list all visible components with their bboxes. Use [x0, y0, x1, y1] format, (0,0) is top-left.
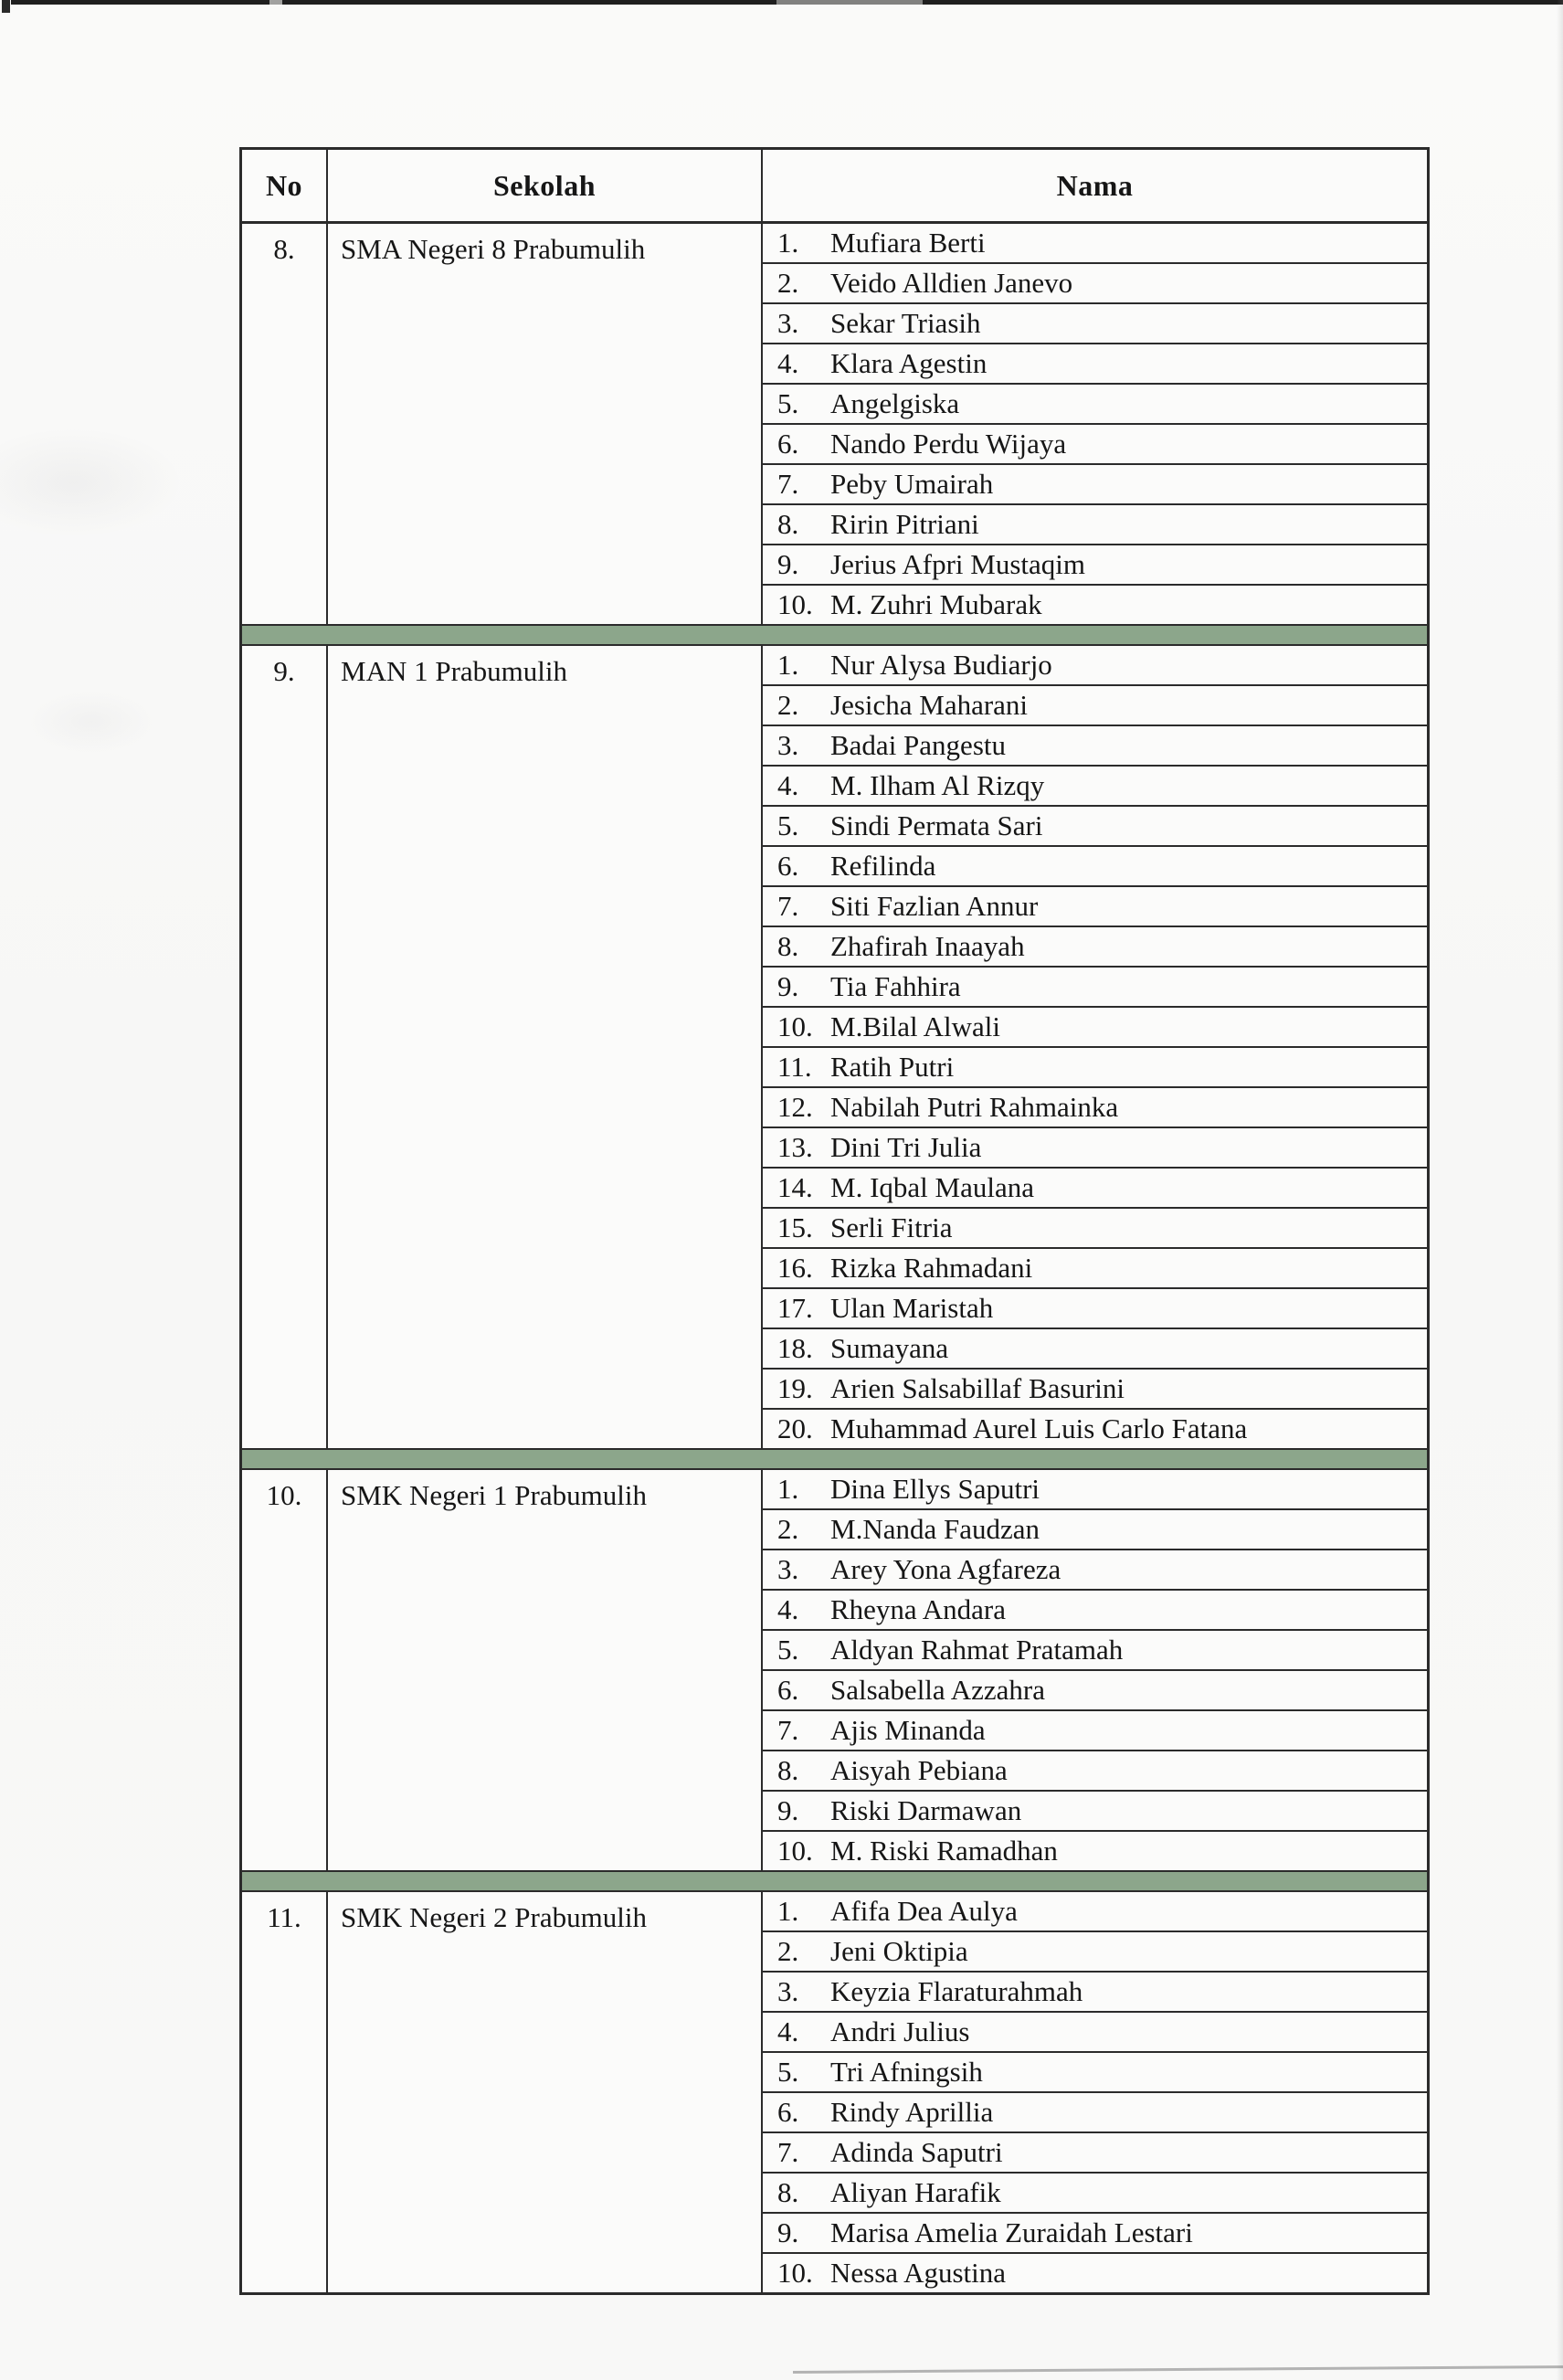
- section-separator-band: [242, 624, 1427, 646]
- name-text: Aisyah Pebiana: [830, 1754, 1008, 1786]
- name-text: M. Iqbal Maulana: [830, 1171, 1034, 1203]
- name-row: [763, 1830, 1427, 1870]
- name-text: Mufiara Berti: [830, 227, 986, 259]
- name-row: [763, 1629, 1427, 1669]
- name-text: Ulan Maristah: [830, 1292, 994, 1324]
- name-row: [763, 584, 1427, 624]
- name-row: [763, 1709, 1427, 1750]
- name-text: M.Bilal Alwali: [830, 1010, 1000, 1042]
- name-row: [763, 2091, 1427, 2131]
- name-number: 6.: [777, 1674, 799, 1706]
- name-row: [763, 1470, 1427, 1508]
- section-names-cell: [763, 1892, 1427, 2292]
- name-row: [763, 2252, 1427, 2292]
- header-cell-no: No: [242, 150, 328, 221]
- name-row: [763, 503, 1427, 544]
- name-text: Ratih Putri: [830, 1051, 955, 1083]
- name-text: Nando Perdu Wijaya: [830, 428, 1067, 460]
- name-number: 2.: [777, 1935, 799, 1967]
- section-names-cell: [763, 646, 1427, 1448]
- name-row: [763, 1167, 1427, 1207]
- section-names-cell: [763, 1470, 1427, 1870]
- name-number: 10.: [777, 1835, 813, 1867]
- name-text: Ririn Pitriani: [830, 508, 979, 540]
- name-row: [763, 1328, 1427, 1368]
- section-no-cell: 10.: [242, 1470, 328, 1870]
- name-row: [763, 926, 1427, 966]
- name-row: [763, 1247, 1427, 1287]
- name-number: 18.: [777, 1332, 813, 1364]
- name-row: [763, 2131, 1427, 2172]
- name-number: 7.: [777, 468, 799, 500]
- name-text: Jeni Oktipia: [830, 1935, 968, 1967]
- name-text: Rheyna Andara: [830, 1593, 1006, 1625]
- name-text: Adinda Saputri: [830, 2136, 1003, 2168]
- name-text: Badai Pangestu: [830, 729, 1006, 761]
- name-text: Ajis Minanda: [830, 1714, 986, 1746]
- name-text: Nabilah Putri Rahmainka: [830, 1091, 1119, 1123]
- section-no-cell: 11.: [242, 1892, 328, 2292]
- name-row: [763, 1207, 1427, 1247]
- name-row: [763, 885, 1427, 926]
- name-row: [763, 262, 1427, 302]
- name-text: Keyzia Flaraturahmah: [830, 1975, 1083, 2007]
- name-number: 12.: [777, 1091, 813, 1123]
- name-row: [763, 1971, 1427, 2011]
- name-row: [763, 1549, 1427, 1589]
- name-row: [763, 1046, 1427, 1086]
- name-row: [763, 423, 1427, 463]
- name-number: 8.: [777, 930, 799, 962]
- name-row: [763, 646, 1427, 684]
- name-number: 6.: [777, 2096, 799, 2128]
- section-school-cell: SMK Negeri 1 Prabumulih: [328, 1470, 763, 1870]
- name-text: Andri Julius: [830, 2015, 970, 2047]
- name-number: 9.: [777, 548, 799, 580]
- table-header-row: [242, 150, 1427, 224]
- name-number: 5.: [777, 809, 799, 841]
- name-text: Serli Fitria: [830, 1211, 953, 1243]
- section-school-cell: SMK Negeri 2 Prabumulih: [328, 1892, 763, 2292]
- table-sections: [242, 224, 1427, 2292]
- name-row: [763, 1368, 1427, 1408]
- name-text: Rizka Rahmadani: [830, 1252, 1033, 1284]
- name-row: [763, 966, 1427, 1006]
- name-text: Klara Agestin: [830, 347, 987, 379]
- name-number: 1.: [777, 649, 799, 681]
- name-row: [763, 1669, 1427, 1709]
- name-number: 3.: [777, 729, 799, 761]
- name-row: [763, 1930, 1427, 1971]
- name-text: Siti Fazlian Annur: [830, 890, 1039, 922]
- name-number: 4.: [777, 2015, 799, 2047]
- name-number: 2.: [777, 267, 799, 299]
- name-text: Peby Umairah: [830, 468, 994, 500]
- name-row: [763, 2011, 1427, 2051]
- name-number: 20.: [777, 1412, 813, 1444]
- name-number: 5.: [777, 1634, 799, 1666]
- scan-top-edge-line: [11, 0, 1563, 5]
- name-number: 11.: [777, 1051, 812, 1083]
- name-row: [763, 1790, 1427, 1830]
- header-cell-sekolah: Sekolah: [328, 150, 763, 221]
- section-no-cell: 9.: [242, 646, 328, 1448]
- scan-corner-mark: [2, 0, 10, 13]
- name-row: [763, 725, 1427, 765]
- name-text: Veido Alldien Janevo: [830, 267, 1073, 299]
- name-number: 2.: [777, 689, 799, 721]
- name-text: Angelgiska: [830, 387, 960, 419]
- name-number: 6.: [777, 428, 799, 460]
- name-row: [763, 1892, 1427, 1930]
- name-text: Marisa Amelia Zuraidah Lestari: [830, 2216, 1193, 2248]
- name-row: [763, 1589, 1427, 1629]
- section-no-cell: 8.: [242, 224, 328, 624]
- name-number: 7.: [777, 2136, 799, 2168]
- name-text: Riski Darmawan: [830, 1794, 1022, 1826]
- name-number: 19.: [777, 1372, 813, 1404]
- name-row: [763, 1750, 1427, 1790]
- header-cell-nama: Nama: [1056, 168, 1134, 202]
- name-number: 3.: [777, 307, 799, 339]
- name-number: 5.: [777, 387, 799, 419]
- name-number: 4.: [777, 769, 799, 801]
- name-number: 2.: [777, 1513, 799, 1545]
- name-number: 9.: [777, 1794, 799, 1826]
- name-number: 1.: [777, 1895, 799, 1927]
- name-row: [763, 2172, 1427, 2212]
- name-text: Tia Fahhira: [830, 970, 961, 1002]
- name-row: [763, 2051, 1427, 2091]
- name-text: Arien Salsabillaf Basurini: [830, 1372, 1125, 1404]
- name-row: [763, 343, 1427, 383]
- name-text: Jerius Afpri Mustaqim: [830, 548, 1085, 580]
- name-number: 10.: [777, 2257, 813, 2289]
- name-text: Aliyan Harafik: [830, 2176, 1001, 2208]
- name-row: [763, 2212, 1427, 2252]
- name-text: M.Nanda Faudzan: [830, 1513, 1040, 1545]
- name-row: [763, 1006, 1427, 1046]
- scan-top-edge-gap: [269, 0, 282, 5]
- name-number: 9.: [777, 2216, 799, 2248]
- name-text: Nessa Agustina: [830, 2257, 1007, 2289]
- name-number: 13.: [777, 1131, 813, 1163]
- student-list-table: [239, 147, 1430, 2295]
- name-number: 10.: [777, 1010, 813, 1042]
- name-row: [763, 684, 1427, 725]
- name-row: [763, 544, 1427, 584]
- section-separator-band: [242, 1448, 1427, 1470]
- name-text: M. Riski Ramadhan: [830, 1835, 1058, 1867]
- scan-top-edge-gap: [776, 0, 923, 5]
- name-number: 8.: [777, 1754, 799, 1786]
- name-number: 1.: [777, 227, 799, 259]
- name-text: Rindy Aprillia: [830, 2096, 994, 2128]
- name-number: 14.: [777, 1171, 813, 1203]
- name-row: [763, 224, 1427, 262]
- name-number: 8.: [777, 508, 799, 540]
- name-text: Refilinda: [830, 850, 936, 882]
- name-number: 3.: [777, 1975, 799, 2007]
- section-school-cell: SMA Negeri 8 Prabumulih: [328, 224, 763, 624]
- name-number: 8.: [777, 2176, 799, 2208]
- name-text: Dina Ellys Saputri: [830, 1473, 1040, 1505]
- name-number: 4.: [777, 1593, 799, 1625]
- name-number: 15.: [777, 1211, 813, 1243]
- name-row: [763, 1086, 1427, 1127]
- name-row: [763, 302, 1427, 343]
- name-text: Jesicha Maharani: [830, 689, 1029, 721]
- name-row: [763, 805, 1427, 845]
- name-row: [763, 1508, 1427, 1549]
- name-text: Afifa Dea Aulya: [830, 1895, 1018, 1927]
- name-number: 7.: [777, 890, 799, 922]
- table-section: [242, 224, 1427, 624]
- name-number: 1.: [777, 1473, 799, 1505]
- name-number: 6.: [777, 850, 799, 882]
- name-number: 7.: [777, 1714, 799, 1746]
- name-text: M. Zuhri Mubarak: [830, 588, 1042, 620]
- name-number: 17.: [777, 1292, 813, 1324]
- section-separator-band: [242, 1870, 1427, 1892]
- name-number: 10.: [777, 588, 813, 620]
- table-section: [242, 646, 1427, 1448]
- name-text: M. Ilham Al Rizqy: [830, 769, 1045, 801]
- name-text: Tri Afningsih: [830, 2056, 983, 2088]
- name-text: Dini Tri Julia: [830, 1131, 982, 1163]
- name-text: Nur Alysa Budiarjo: [830, 649, 1052, 681]
- name-number: 5.: [777, 2056, 799, 2088]
- name-text: Arey Yona Agfareza: [830, 1553, 1061, 1585]
- section-names-cell: [763, 224, 1427, 624]
- name-row: [763, 765, 1427, 805]
- table-section: [242, 1892, 1427, 2292]
- name-text: Muhammad Aurel Luis Carlo Fatana: [830, 1412, 1248, 1444]
- section-school-cell: MAN 1 Prabumulih: [328, 646, 763, 1448]
- name-row: [763, 1408, 1427, 1448]
- name-row: [763, 1287, 1427, 1328]
- name-text: Zhafirah Inaayah: [830, 930, 1025, 962]
- name-row: [763, 463, 1427, 503]
- name-row: [763, 845, 1427, 885]
- scan-right-edge-shade: [1557, 0, 1563, 2380]
- name-text: Sumayana: [830, 1332, 949, 1364]
- name-number: 16.: [777, 1252, 813, 1284]
- name-number: 9.: [777, 970, 799, 1002]
- name-number: 4.: [777, 347, 799, 379]
- name-number: 3.: [777, 1553, 799, 1585]
- name-text: Sekar Triasih: [830, 307, 981, 339]
- name-text: Aldyan Rahmat Pratamah: [830, 1634, 1124, 1666]
- scan-smudge: [27, 690, 155, 754]
- scan-smudge: [0, 428, 183, 537]
- name-text: Sindi Permata Sari: [830, 809, 1043, 841]
- name-row: [763, 383, 1427, 423]
- name-text: Salsabella Azzahra: [830, 1674, 1045, 1706]
- table-section: [242, 1470, 1427, 1870]
- scan-bottom-edge-line: [793, 2365, 1563, 2374]
- name-row: [763, 1127, 1427, 1167]
